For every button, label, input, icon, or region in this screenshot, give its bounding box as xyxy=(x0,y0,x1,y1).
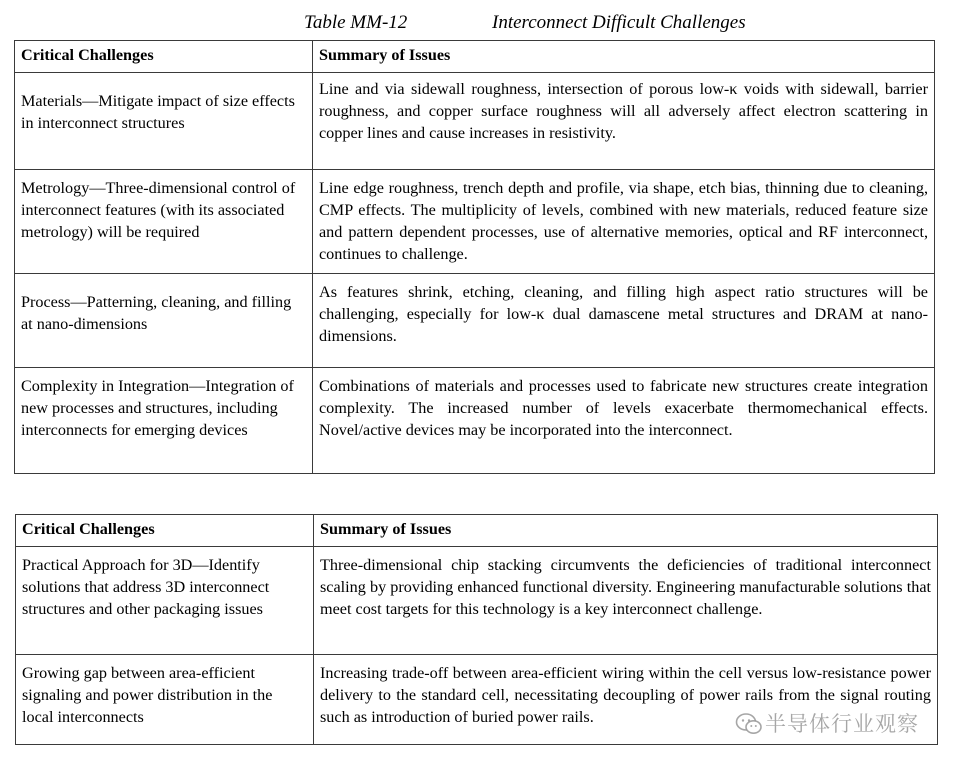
header-critical-challenges: Critical Challenges xyxy=(16,515,314,547)
summary-cell: Increasing trade-off between area-efficient wiring within the cell versus low-resistance power delivery to the standard cell, necessitating decoupling of power rails from the signal routing such as introduction of buried power rails. xyxy=(314,655,938,745)
wechat-icon xyxy=(735,712,763,741)
watermark-text: 半导体行业观察 xyxy=(765,712,919,736)
table-row xyxy=(15,368,935,474)
table-row xyxy=(16,547,938,655)
challenge-cell: Metrology—Three-dimensional control of interconnect features (with its associated metrology) will be required xyxy=(15,170,313,274)
summary-cell: Combinations of materials and processes used to fabricate new structures create integration complexity. The increased number of levels exacerbate thermomechanical effects. Novel/active devices may be incorporated into the interconnect. xyxy=(313,368,935,474)
challenges-table-1 xyxy=(14,40,935,474)
header-critical-challenges: Critical Challenges xyxy=(15,41,313,73)
table-header-row xyxy=(15,41,935,73)
summary-cell: As features shrink, etching, cleaning, and filling high aspect ratio structures will be challenging, especially for low-κ dual damascene metal structures and DRAM at nano-dimensions. xyxy=(313,274,935,368)
table-row xyxy=(15,170,935,274)
challenge-cell: Complexity in Integration—Integration of new processes and structures, including interconnects for emerging devices xyxy=(15,368,313,474)
table-header-row xyxy=(16,515,938,547)
table-title: Interconnect Difficult Challenges xyxy=(492,12,746,33)
table-caption xyxy=(304,10,864,36)
watermark xyxy=(735,706,957,742)
summary-cell: Line and via sidewall roughness, intersection of porous low-κ voids with sidewall, barrier roughness, and copper surface roughness will all adversely affect electron scattering in copper lines and cause increases in resistivity. xyxy=(313,73,935,170)
table-row xyxy=(15,73,935,170)
challenge-cell: Process—Patterning, cleaning, and filling at nano-dimensions xyxy=(15,274,313,368)
table-number: Table MM-12 xyxy=(304,12,408,33)
header-summary-of-issues: Summary of Issues xyxy=(313,41,935,73)
challenge-cell: Practical Approach for 3D—Identify solutions that address 3D interconnect structures and other packaging issues xyxy=(16,547,314,655)
challenge-cell: Growing gap between area-efficient signaling and power distribution in the local interconnects xyxy=(16,655,314,745)
summary-cell: Line edge roughness, trench depth and profile, via shape, etch bias, thinning due to cleaning, CMP effects. The multiplicity of levels, combined with new materials, reduced feature size and pattern dependent processes, use of alternative memories, optical and RF interconnect, continues to challenge. xyxy=(313,170,935,274)
summary-cell: Three-dimensional chip stacking circumvents the deficiencies of traditional interconnect scaling by providing enhanced functional diversity. Engineering manufacturable solutions that meet cost targets for this technology is a key interconnect challenge. xyxy=(314,547,938,655)
header-summary-of-issues: Summary of Issues xyxy=(314,515,938,547)
challenge-cell: Materials—Mitigate impact of size effects in interconnect structures xyxy=(15,73,313,170)
table-row xyxy=(15,274,935,368)
